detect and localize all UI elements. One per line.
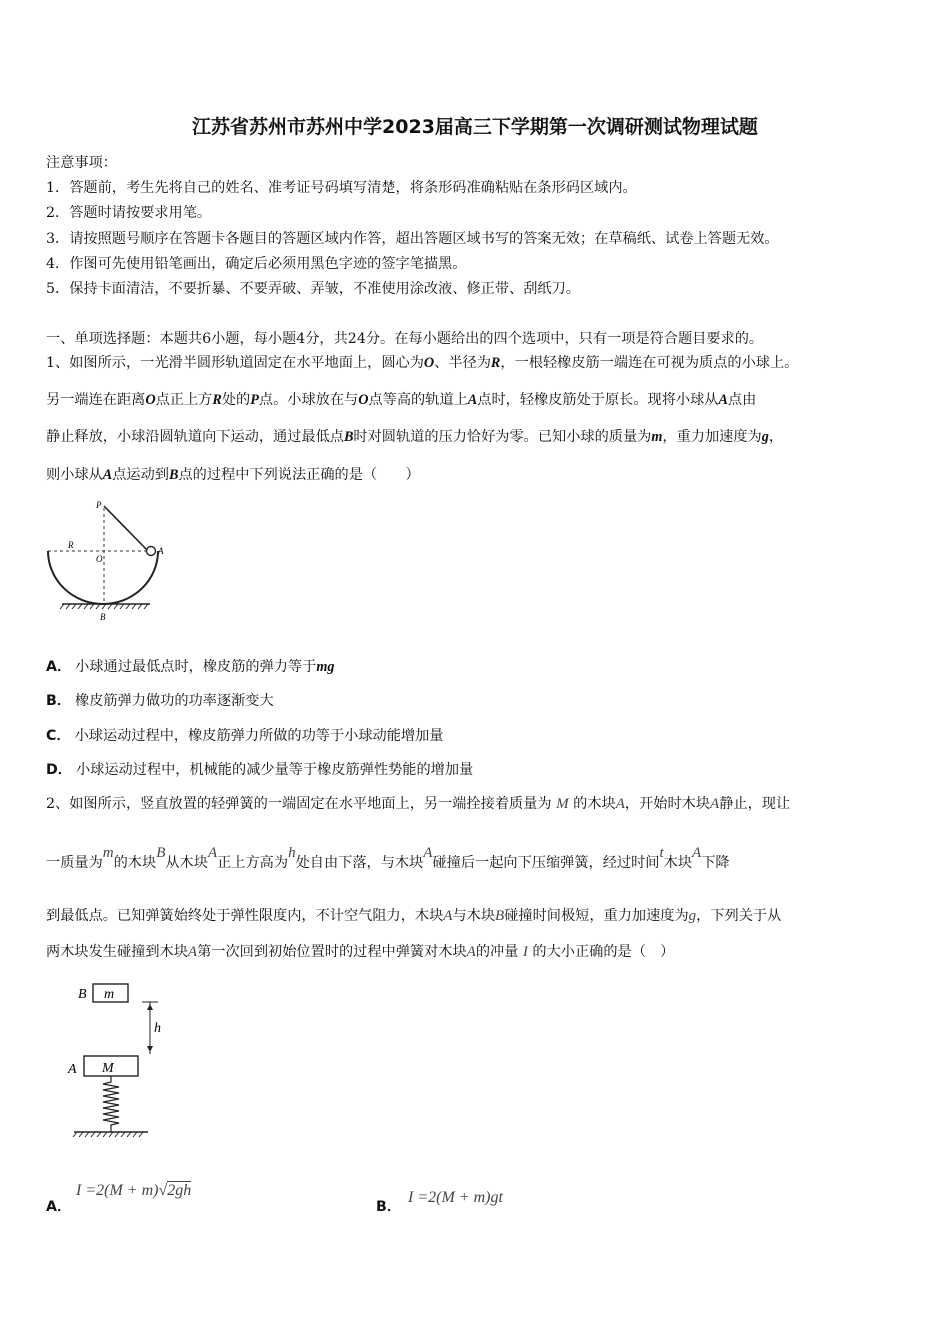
q1-line-4: 则小球从A点运动到B点的过程中下列说法正确的是（ ） [46, 467, 420, 483]
q2-figure-label-b: B [78, 987, 87, 1002]
q1-option-a[interactable]: A． 小球通过最低点时，橡皮筋的弹力等于mg [46, 659, 335, 675]
notice-item-3: 3．请按照题号顺序在答题卡各题目的答题区域内作答，超出答题区域书写的答案无效；在草稿纸、试卷上答题无效。 [46, 231, 779, 247]
q1-line-2: 另一端连在距离O点正上方R处的P点。小球放在与O点等高的轨道上A点时，轻橡皮筋处于原长。现将小球从A点由 [46, 392, 757, 408]
q1-option-d[interactable]: D． 小球运动过程中，机械能的减少量等于橡皮筋弹性势能的增加量 [46, 762, 474, 778]
q1-figure-label-p: P [96, 500, 102, 510]
q1-figure-label-r: R [68, 540, 74, 550]
q2-figure-label-mass: M [102, 1061, 114, 1076]
q2-line-1: 2、如图所示，竖直放置的轻弹簧的一端固定在水平地面上，另一端拴接着质量为 M 的木块A，开始时木块A静止，现让 [46, 796, 791, 812]
q1-line-1: 1、如图所示，一光滑半圆形轨道固定在水平地面上，圆心为O、半径为R，一根轻橡皮筋一端连在可视为质点的小球上。 [46, 355, 799, 371]
q2-option-b-formula[interactable]: I =2(M + m)gt [408, 1189, 503, 1206]
q1-figure-label-b: B [100, 612, 106, 622]
q2-figure [64, 980, 164, 1145]
q2-option-a-formula[interactable]: I =2(M + m)√2gh [76, 1182, 192, 1199]
section-heading: 一、单项选择题：本题共6小题，每小题4分，共24分。在每小题给出的四个选项中，只有一项是符合题目要求的。 [46, 331, 764, 347]
notice-heading: 注意事项： [46, 155, 117, 171]
q2-figure-label-h: h [154, 1021, 161, 1036]
q1-figure-label-a: A [158, 546, 164, 556]
q2-line-4: 两木块发生碰撞到木块A第一次回到初始位置时的过程中弹簧对木块A的冲量 I 的大小正确的是（ ） [46, 944, 675, 960]
q2-figure-label-a: A [68, 1062, 77, 1077]
page-title: 江苏省苏州市苏州中学2023届高三下学期第一次调研测试物理试题 [192, 116, 758, 138]
q1-option-c[interactable]: C． 小球运动过程中，橡皮筋弹力所做的功等于小球动能增加量 [46, 728, 444, 744]
q1-option-b[interactable]: B． 橡皮筋弹力做功的功率逐渐变大 [46, 693, 274, 709]
q1-figure-label-o: O [96, 554, 103, 564]
notice-item-5: 5．保持卡面清洁，不要折暴、不要弄破、弄皱，不准使用涂改液、修正带、刮纸刀。 [46, 281, 580, 297]
q2-option-a-key[interactable]: A． [46, 1199, 72, 1215]
q1-line-3: 静止释放，小球沿圆轨道向下运动，通过最低点B时对圆轨道的压力恰好为零。已知小球的质量为m，重力加速度为g， [46, 429, 784, 445]
q2-line-3: 到最低点。已知弹簧始终处于弹性限度内，不计空气阻力，木块A与木块B碰撞时间极短，重力加速度为g，下列关于从 [46, 908, 782, 924]
notice-item-1: 1．答题前，考生先将自己的姓名、准考证号码填写清楚，将条形码准确粘贴在条形码区域内。 [46, 180, 637, 196]
q2-option-b-key[interactable]: B． [376, 1199, 402, 1215]
q2-line-2: 一质量为m的木块B从木块A正上方高为h处自由下落，与木块A碰撞后一起向下压缩弹簧，经过时间t木块A下降 [46, 845, 730, 871]
q2-figure-label-m: m [104, 987, 115, 1002]
notice-item-2: 2．答题时请按要求用笔。 [46, 205, 212, 221]
notice-item-4: 4．作图可先使用铅笔画出，确定后必须用黑色字迹的签字笔描黑。 [46, 256, 467, 272]
q1-figure [44, 494, 164, 624]
